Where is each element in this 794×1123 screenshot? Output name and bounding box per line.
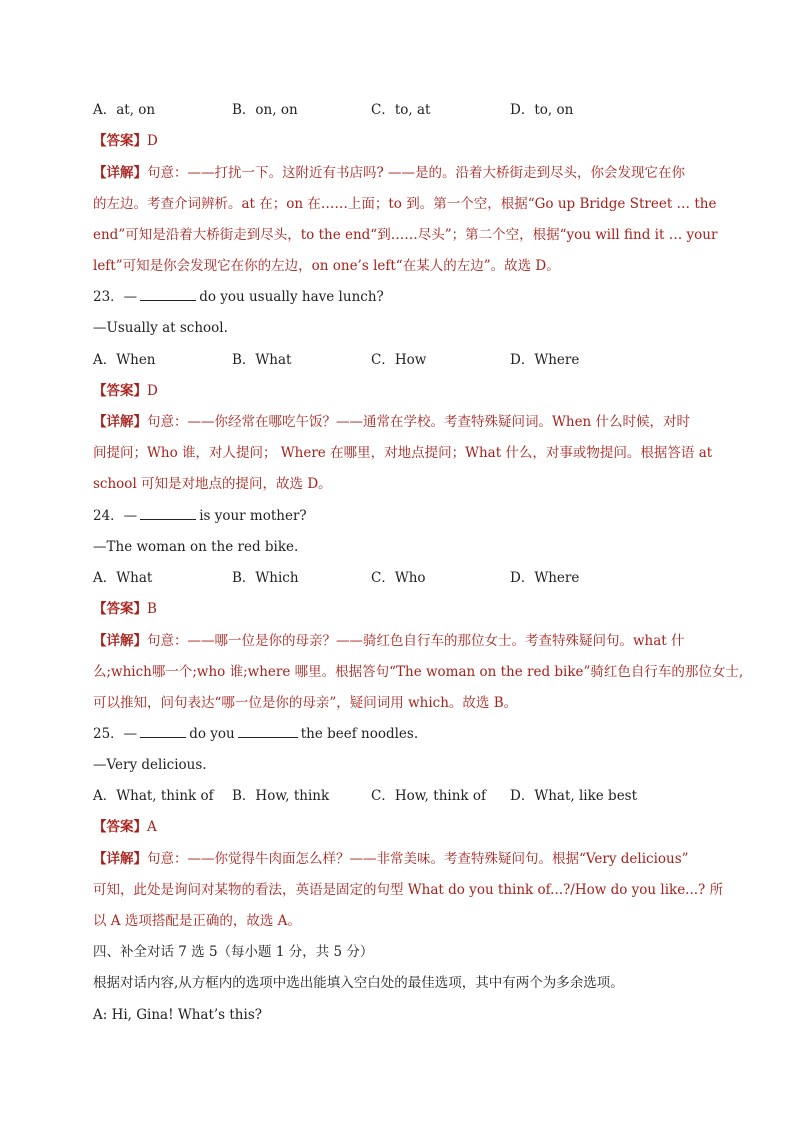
q22-detail-line-1 xyxy=(93,164,685,182)
q25-stem-mid: do you xyxy=(189,726,235,742)
q25-stem xyxy=(93,725,418,743)
q22-detail-line-3: end”可知是沿着大桥街走到尽头，to the end“到……尽头”；第二个空，根据“you will find it … your xyxy=(93,227,718,243)
q24-reply: —The woman on the red bike. xyxy=(93,539,299,555)
answer-blank-2 xyxy=(238,725,298,738)
q24-stem-text: is your mother? xyxy=(199,508,307,524)
q25-detail-line-3: 以 A 选项搭配是正确的，故选 A。 xyxy=(93,913,301,929)
answer-label: 【答案】 xyxy=(93,383,147,399)
answer-blank xyxy=(140,288,196,301)
q22-option-a: A．at, on xyxy=(93,102,156,118)
q23-options xyxy=(93,351,579,369)
q25-stem-text: the beef noodles. xyxy=(300,726,419,742)
q23-answer xyxy=(93,382,158,400)
detail-label: 【详解】 xyxy=(93,851,147,867)
q22-option-b: B．on, on xyxy=(232,102,298,118)
q23-reply: —Usually at school. xyxy=(93,320,228,336)
q24-number: 24．— xyxy=(93,508,138,524)
q24-detail-line-1 xyxy=(93,632,685,650)
detail-text: 句意：——你觉得牛肉面怎么样？——非常美味。考查特殊疑问句。根据“Very delicious” xyxy=(147,851,689,867)
q24-answer xyxy=(93,600,157,618)
answer-value: D xyxy=(147,133,158,149)
section-title: 四、补全对话 7 选 5（每小题 1 分，共 5 分） xyxy=(93,944,374,960)
q25-detail-line-1 xyxy=(93,850,689,868)
detail-text: 句意：——哪一位是你的母亲？——骑红色自行车的那位女士。考查特殊疑问句。what 什 xyxy=(147,633,685,649)
answer-label: 【答案】 xyxy=(93,601,147,617)
q24-option-b: B．Which xyxy=(232,570,299,586)
q25-number: 25．— xyxy=(93,726,138,742)
q22-detail-line-2: 的左边。考查介词辨析。at 在；on 在……上面；to 到。第一个空，根据“Go up Bridge Street … the xyxy=(93,196,717,212)
q25-answer xyxy=(93,818,157,836)
answer-value: A xyxy=(147,819,157,835)
detail-label: 【详解】 xyxy=(93,414,147,430)
detail-label: 【详解】 xyxy=(93,633,147,649)
q25-option-c: C．How, think of xyxy=(371,788,486,804)
q22-options xyxy=(93,101,573,119)
q23-stem-text: do you usually have lunch? xyxy=(199,289,384,305)
q23-number: 23．— xyxy=(93,289,138,305)
answer-value: B xyxy=(147,601,157,617)
q24-detail-line-2: 么;which哪一个;who 谁;where 哪里。根据答句“The woman on the red bike”骑红色自行车的那位女士, xyxy=(93,664,744,680)
q23-detail-line-3: school 可知是对地点的提问，故选 D。 xyxy=(93,476,332,492)
q25-option-a: A．What, think of xyxy=(93,788,214,804)
q23-detail-line-2: 间提问；Who 谁，对人提问； Where 在哪里，对地点提问；What 什么，对事或物提问。根据答语 at xyxy=(93,445,713,461)
q22-option-c: C．to, at xyxy=(371,102,431,118)
q23-option-c: C．How xyxy=(371,352,427,368)
q23-option-d: D．Where xyxy=(510,352,580,368)
q23-stem xyxy=(93,288,384,306)
detail-text: 句意：——你经常在哪吃午饭？——通常在学校。考查特殊疑问词。When 什么时候，对时 xyxy=(147,414,691,430)
q24-option-d: D．Where xyxy=(510,570,580,586)
q24-option-a: A．What xyxy=(93,570,153,586)
answer-value: D xyxy=(147,383,158,399)
q25-detail-line-2: 可知，此处是询问对某物的看法，英语是固定的句型 What do you think of...?/How do you like...? 所 xyxy=(93,882,724,898)
q23-option-a: A．When xyxy=(93,352,156,368)
q23-detail-line-1 xyxy=(93,413,690,431)
dialogue-line: A: Hi, Gina! What’s this? xyxy=(93,1007,262,1023)
section-instruction: 根据对话内容,从方框内的选项中选出能填入空白处的最佳选项，其中有两个为多余选项。 xyxy=(93,975,624,991)
q22-detail-line-4: left”可知是你会发现它在你的左边，on one’s left“在某人的左边”。故选 D。 xyxy=(93,258,560,274)
answer-blank xyxy=(140,507,196,520)
answer-label: 【答案】 xyxy=(93,819,147,835)
q25-option-d: D．What, like best xyxy=(510,788,638,804)
answer-label: 【答案】 xyxy=(93,133,147,149)
q24-option-c: C．Who xyxy=(371,570,426,586)
q22-option-d: D．to, on xyxy=(510,102,574,118)
q24-options xyxy=(93,569,579,587)
q23-option-b: B．What xyxy=(232,352,292,368)
q24-stem xyxy=(93,507,307,525)
q24-detail-line-3: 可以推知，问句表达“哪一位是你的母亲”，疑问词用 which。故选 B。 xyxy=(93,695,518,711)
q25-options xyxy=(93,787,637,805)
q22-answer xyxy=(93,132,158,150)
answer-blank-1 xyxy=(140,725,186,738)
detail-text: 句意：——打扰一下。这附近有书店吗? ——是的。沿着大桥街走到尽头，你会发现它在你 xyxy=(147,165,686,181)
q25-reply: —Very delicious. xyxy=(93,757,207,773)
detail-label: 【详解】 xyxy=(93,165,147,181)
q25-option-b: B．How, think xyxy=(232,788,330,804)
